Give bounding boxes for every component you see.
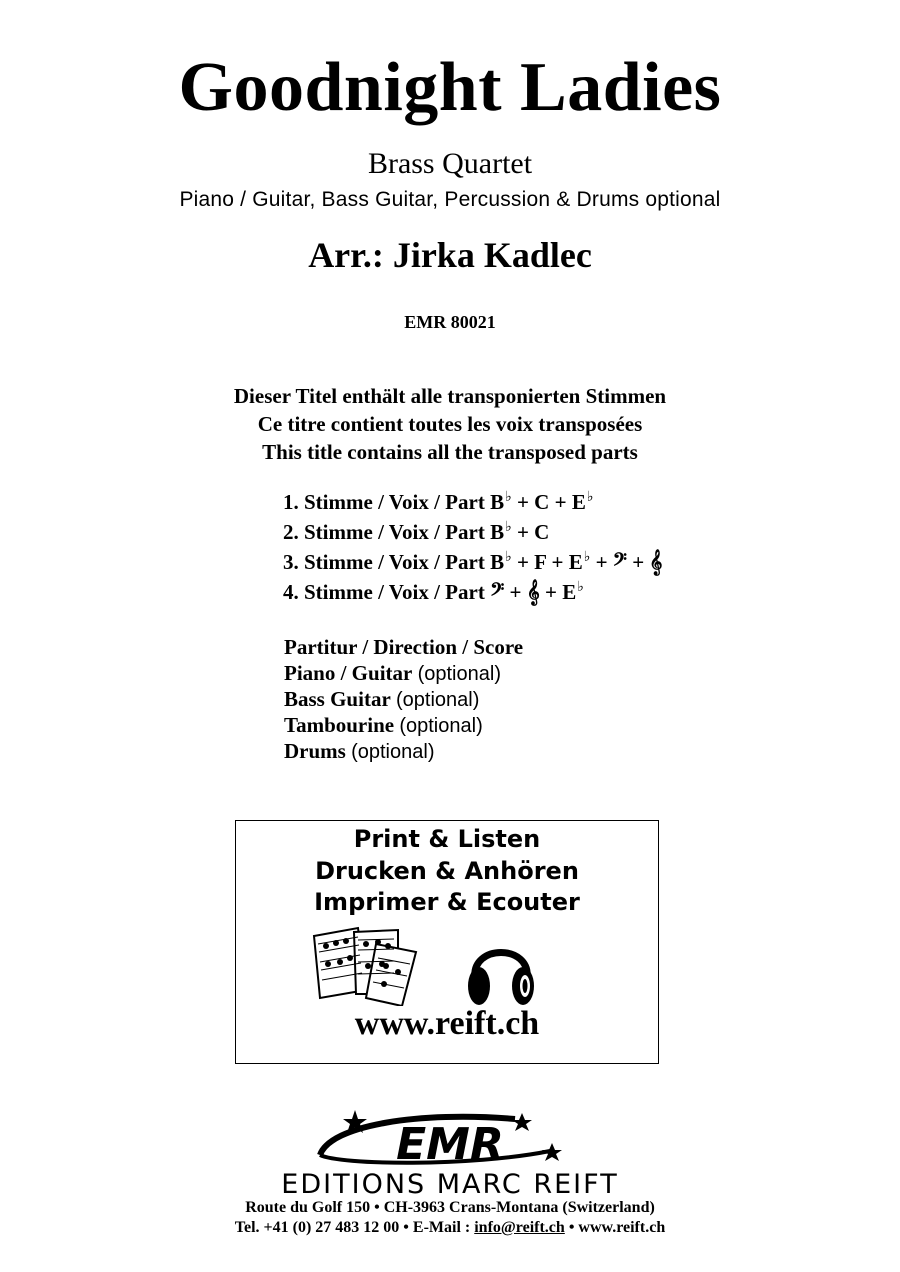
page-title: Goodnight Ladies [178, 49, 722, 126]
extra-bass-guitar-label: Bass Guitar [284, 687, 391, 711]
treble-clef-icon: 𝄞 [526, 579, 540, 605]
promo-url[interactable]: www.reift.ch [354, 1005, 540, 1042]
key-e-flat: E♭ [562, 580, 584, 604]
treble-clef-icon: 𝄞 [649, 549, 663, 575]
optional-note: (optional) [351, 741, 435, 763]
extra-tambourine [284, 712, 523, 738]
promo-line-french: Imprimer & Ecouter [314, 888, 580, 916]
part-4-label: 4. Stimme / Voix / Part [283, 580, 485, 604]
bass-clef-icon: 𝄢 [490, 579, 505, 605]
part-3: 3. Stimme / Voix / Part B♭ + F + E♭ + 𝄢 + 𝄞 [283, 549, 663, 575]
publisher-address: Route du Golf 150 • CH-3963 Crans-Montana (Switzerland) [245, 1199, 655, 1216]
part-4: 4. Stimme / Voix / Part 𝄢 + 𝄞 + E♭ [283, 579, 584, 605]
contact-email-link[interactable]: info@reift.ch [474, 1219, 565, 1236]
subtitle: Brass Quartet [367, 147, 533, 180]
instrumentation: Piano / Guitar, Bass Guitar, Percussion & Drums optional [179, 188, 721, 211]
arranger: Arr.: Jirka Kadlec [308, 235, 592, 275]
extra-tambourine-label: Tambourine [284, 713, 395, 737]
optional-note: (optional) [417, 663, 501, 685]
extra-drums-label: Drums [284, 739, 346, 763]
notice-french: Ce titre contient toutes les voix transposées [257, 412, 643, 436]
contact-phone: Tel. +41 (0) 27 483 12 00 • E-Mail : [234, 1219, 471, 1236]
contact-web[interactable]: • www.reift.ch [568, 1219, 666, 1236]
parts-list [283, 483, 662, 603]
key-b-flat: B♭ [490, 490, 512, 514]
extra-piano-guitar [284, 660, 523, 686]
key-e-flat: E♭ [568, 550, 591, 574]
publisher-name: EDITIONS MARC REIFT [281, 1169, 619, 1200]
promo-line-german: Drucken & Anhören [315, 857, 579, 885]
emr-logo [300, 1105, 600, 1175]
notice-german: Dieser Titel enthält alle transponierten Stimmen [233, 384, 667, 408]
promo-line-english: Print & Listen [353, 825, 541, 853]
part-2-label: 2. Stimme / Voix / Part [283, 520, 485, 544]
key-b-flat: B♭ [490, 520, 512, 544]
part-1-label: 1. Stimme / Voix / Part [283, 490, 485, 514]
publisher-contact [0, 1218, 900, 1238]
promo-text [235, 822, 659, 932]
part-3-label: 3. Stimme / Voix / Part [283, 550, 485, 574]
key-e-flat: E♭ [571, 490, 594, 514]
extra-piano-guitar-label: Piano / Guitar [284, 661, 413, 685]
extra-score-label: Partitur / Direction / Score [284, 635, 524, 659]
optional-note: (optional) [396, 689, 480, 711]
key-b-flat: B♭ [490, 550, 512, 574]
extra-bass-guitar [284, 686, 523, 712]
extra-drums [284, 738, 523, 764]
catalog-number: EMR 80021 [404, 312, 496, 332]
bass-clef-icon: 𝄢 [612, 549, 627, 575]
extras-list [284, 634, 523, 764]
extra-score [284, 634, 523, 660]
part-1: 1. Stimme / Voix / Part B♭ + C + E♭ [283, 490, 594, 514]
svg-text:EMR: EMR [396, 1119, 504, 1170]
notice-english: This title contains all the transposed parts [262, 440, 638, 464]
optional-note: (optional) [399, 715, 483, 737]
headphones-icon [465, 930, 537, 1010]
sheet-music-icon [306, 922, 422, 1006]
part-2: 2. Stimme / Voix / Part B♭ + C [283, 520, 550, 544]
